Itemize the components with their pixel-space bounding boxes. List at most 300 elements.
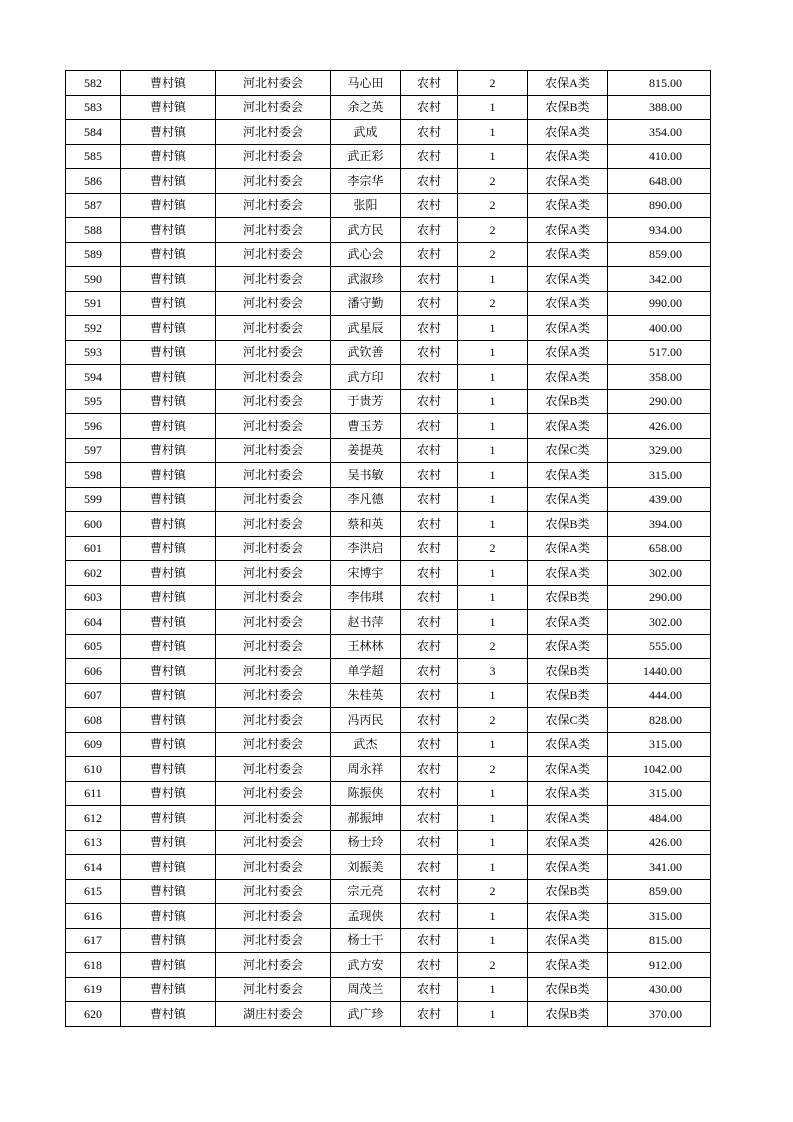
cell-residence: 农村: [401, 242, 458, 267]
cell-residence: 农村: [401, 659, 458, 684]
cell-amount: 890.00: [608, 193, 711, 218]
cell-town: 曹村镇: [121, 193, 216, 218]
cell-village: 河北村委会: [216, 218, 331, 243]
cell-category: 农保B类: [528, 659, 608, 684]
cell-category: 农保A类: [528, 953, 608, 978]
table-row: [66, 781, 711, 806]
cell-name: 武淑珍: [331, 267, 401, 292]
cell-name: 武成: [331, 120, 401, 145]
cell-town: 曹村镇: [121, 120, 216, 145]
table-row: [66, 414, 711, 439]
cell-name: 杨士干: [331, 928, 401, 953]
table-row: [66, 904, 711, 929]
cell-name: 郝振坤: [331, 806, 401, 831]
cell-amount: 912.00: [608, 953, 711, 978]
cell-amount: 341.00: [608, 855, 711, 880]
cell-seq: 605: [66, 634, 121, 659]
cell-residence: 农村: [401, 487, 458, 512]
cell-residence: 农村: [401, 977, 458, 1002]
cell-town: 曹村镇: [121, 218, 216, 243]
table-row: [66, 365, 711, 390]
cell-count: 1: [458, 95, 528, 120]
cell-amount: 990.00: [608, 291, 711, 316]
cell-amount: 555.00: [608, 634, 711, 659]
table-row: [66, 585, 711, 610]
cell-residence: 农村: [401, 757, 458, 782]
cell-seq: 609: [66, 732, 121, 757]
cell-name: 赵书萍: [331, 610, 401, 635]
cell-amount: 430.00: [608, 977, 711, 1002]
cell-count: 1: [458, 732, 528, 757]
table-row: [66, 855, 711, 880]
cell-seq: 595: [66, 389, 121, 414]
cell-residence: 农村: [401, 855, 458, 880]
cell-village: 河北村委会: [216, 806, 331, 831]
cell-name: 武杰: [331, 732, 401, 757]
cell-amount: 329.00: [608, 438, 711, 463]
cell-count: 1: [458, 414, 528, 439]
cell-amount: 315.00: [608, 463, 711, 488]
cell-residence: 农村: [401, 316, 458, 341]
cell-town: 曹村镇: [121, 830, 216, 855]
cell-residence: 农村: [401, 95, 458, 120]
cell-amount: 290.00: [608, 389, 711, 414]
cell-seq: 598: [66, 463, 121, 488]
cell-residence: 农村: [401, 365, 458, 390]
cell-category: 农保A类: [528, 71, 608, 96]
cell-village: 河北村委会: [216, 340, 331, 365]
cell-village: 河北村委会: [216, 561, 331, 586]
cell-category: 农保A类: [528, 855, 608, 880]
cell-town: 曹村镇: [121, 708, 216, 733]
cell-seq: 590: [66, 267, 121, 292]
cell-name: 周永祥: [331, 757, 401, 782]
cell-village: 河北村委会: [216, 487, 331, 512]
cell-town: 曹村镇: [121, 610, 216, 635]
cell-category: 农保A类: [528, 316, 608, 341]
cell-seq: 620: [66, 1002, 121, 1027]
cell-village: 河北村委会: [216, 610, 331, 635]
cell-name: 孟现侠: [331, 904, 401, 929]
cell-seq: 619: [66, 977, 121, 1002]
cell-seq: 596: [66, 414, 121, 439]
cell-town: 曹村镇: [121, 683, 216, 708]
cell-count: 1: [458, 1002, 528, 1027]
cell-village: 河北村委会: [216, 757, 331, 782]
cell-count: 1: [458, 561, 528, 586]
cell-amount: 815.00: [608, 71, 711, 96]
cell-category: 农保A类: [528, 561, 608, 586]
cell-seq: 604: [66, 610, 121, 635]
cell-village: 河北村委会: [216, 634, 331, 659]
cell-town: 曹村镇: [121, 879, 216, 904]
table-row: [66, 389, 711, 414]
cell-town: 曹村镇: [121, 781, 216, 806]
cell-category: 农保B类: [528, 977, 608, 1002]
table-row: [66, 977, 711, 1002]
cell-seq: 588: [66, 218, 121, 243]
cell-name: 李洪启: [331, 536, 401, 561]
cell-seq: 582: [66, 71, 121, 96]
table-row: [66, 879, 711, 904]
cell-category: 农保B类: [528, 683, 608, 708]
cell-count: 2: [458, 757, 528, 782]
table-row: [66, 144, 711, 169]
cell-count: 1: [458, 977, 528, 1002]
table-row: [66, 708, 711, 733]
cell-amount: 354.00: [608, 120, 711, 145]
cell-town: 曹村镇: [121, 659, 216, 684]
cell-seq: 610: [66, 757, 121, 782]
cell-village: 河北村委会: [216, 977, 331, 1002]
table-row: [66, 928, 711, 953]
cell-amount: 315.00: [608, 904, 711, 929]
cell-residence: 农村: [401, 120, 458, 145]
cell-count: 1: [458, 512, 528, 537]
cell-amount: 648.00: [608, 169, 711, 194]
cell-amount: 315.00: [608, 781, 711, 806]
cell-village: 河北村委会: [216, 904, 331, 929]
cell-count: 2: [458, 193, 528, 218]
cell-town: 曹村镇: [121, 365, 216, 390]
cell-category: 农保C类: [528, 708, 608, 733]
cell-count: 1: [458, 463, 528, 488]
cell-village: 河北村委会: [216, 316, 331, 341]
cell-seq: 583: [66, 95, 121, 120]
cell-town: 曹村镇: [121, 512, 216, 537]
cell-name: 王林林: [331, 634, 401, 659]
cell-amount: 439.00: [608, 487, 711, 512]
cell-town: 曹村镇: [121, 855, 216, 880]
cell-town: 曹村镇: [121, 463, 216, 488]
cell-residence: 农村: [401, 193, 458, 218]
cell-residence: 农村: [401, 438, 458, 463]
cell-town: 曹村镇: [121, 904, 216, 929]
cell-seq: 615: [66, 879, 121, 904]
cell-amount: 934.00: [608, 218, 711, 243]
cell-category: 农保A类: [528, 757, 608, 782]
cell-category: 农保A类: [528, 414, 608, 439]
cell-name: 蔡和英: [331, 512, 401, 537]
cell-name: 吴书敏: [331, 463, 401, 488]
cell-town: 曹村镇: [121, 291, 216, 316]
cell-seq: 599: [66, 487, 121, 512]
table-row: [66, 634, 711, 659]
cell-name: 李凡德: [331, 487, 401, 512]
cell-seq: 601: [66, 536, 121, 561]
cell-category: 农保A类: [528, 463, 608, 488]
cell-name: 武方安: [331, 953, 401, 978]
cell-count: 1: [458, 830, 528, 855]
cell-village: 河北村委会: [216, 193, 331, 218]
cell-amount: 302.00: [608, 561, 711, 586]
table-row: [66, 659, 711, 684]
cell-name: 单学超: [331, 659, 401, 684]
cell-amount: 859.00: [608, 879, 711, 904]
cell-name: 曹玉芳: [331, 414, 401, 439]
cell-residence: 农村: [401, 683, 458, 708]
cell-village: 河北村委会: [216, 585, 331, 610]
cell-residence: 农村: [401, 291, 458, 316]
cell-village: 河北村委会: [216, 389, 331, 414]
cell-name: 武方民: [331, 218, 401, 243]
cell-town: 曹村镇: [121, 414, 216, 439]
cell-count: 1: [458, 389, 528, 414]
cell-seq: 611: [66, 781, 121, 806]
cell-amount: 444.00: [608, 683, 711, 708]
cell-count: 1: [458, 316, 528, 341]
cell-town: 曹村镇: [121, 71, 216, 96]
cell-category: 农保A类: [528, 267, 608, 292]
cell-residence: 农村: [401, 463, 458, 488]
cell-count: 1: [458, 438, 528, 463]
table-row: [66, 757, 711, 782]
cell-village: 河北村委会: [216, 169, 331, 194]
cell-name: 武心会: [331, 242, 401, 267]
cell-category: 农保A类: [528, 634, 608, 659]
cell-village: 河北村委会: [216, 71, 331, 96]
cell-residence: 农村: [401, 267, 458, 292]
cell-amount: 315.00: [608, 732, 711, 757]
cell-name: 武星辰: [331, 316, 401, 341]
cell-count: 3: [458, 659, 528, 684]
cell-seq: 606: [66, 659, 121, 684]
table-row: [66, 830, 711, 855]
cell-village: 河北村委会: [216, 144, 331, 169]
cell-amount: 426.00: [608, 414, 711, 439]
cell-seq: 592: [66, 316, 121, 341]
table-row: [66, 953, 711, 978]
cell-name: 李宗华: [331, 169, 401, 194]
cell-count: 1: [458, 806, 528, 831]
cell-amount: 859.00: [608, 242, 711, 267]
cell-category: 农保B类: [528, 512, 608, 537]
cell-residence: 农村: [401, 585, 458, 610]
cell-name: 武广珍: [331, 1002, 401, 1027]
cell-category: 农保B类: [528, 95, 608, 120]
cell-category: 农保A类: [528, 340, 608, 365]
cell-seq: 584: [66, 120, 121, 145]
cell-category: 农保B类: [528, 1002, 608, 1027]
cell-village: 河北村委会: [216, 463, 331, 488]
table-row: [66, 487, 711, 512]
cell-amount: 302.00: [608, 610, 711, 635]
cell-category: 农保A类: [528, 928, 608, 953]
cell-residence: 农村: [401, 169, 458, 194]
cell-village: 河北村委会: [216, 781, 331, 806]
cell-residence: 农村: [401, 806, 458, 831]
cell-town: 曹村镇: [121, 757, 216, 782]
cell-seq: 589: [66, 242, 121, 267]
cell-name: 武钦善: [331, 340, 401, 365]
cell-category: 农保A类: [528, 536, 608, 561]
table-row: [66, 193, 711, 218]
cell-count: 2: [458, 291, 528, 316]
table-row: [66, 95, 711, 120]
cell-count: 1: [458, 144, 528, 169]
cell-town: 曹村镇: [121, 1002, 216, 1027]
cell-village: 河北村委会: [216, 242, 331, 267]
cell-count: 1: [458, 120, 528, 145]
cell-amount: 342.00: [608, 267, 711, 292]
cell-residence: 农村: [401, 928, 458, 953]
cell-amount: 517.00: [608, 340, 711, 365]
cell-category: 农保A类: [528, 806, 608, 831]
cell-category: 农保A类: [528, 193, 608, 218]
cell-village: 河北村委会: [216, 512, 331, 537]
cell-count: 1: [458, 487, 528, 512]
table-row: [66, 218, 711, 243]
cell-category: 农保A类: [528, 144, 608, 169]
cell-seq: 614: [66, 855, 121, 880]
cell-name: 刘振美: [331, 855, 401, 880]
cell-name: 张阳: [331, 193, 401, 218]
cell-amount: 370.00: [608, 1002, 711, 1027]
cell-category: 农保A类: [528, 169, 608, 194]
cell-name: 宗元亮: [331, 879, 401, 904]
cell-village: 河北村委会: [216, 830, 331, 855]
cell-town: 曹村镇: [121, 144, 216, 169]
cell-count: 1: [458, 928, 528, 953]
cell-seq: 607: [66, 683, 121, 708]
cell-residence: 农村: [401, 781, 458, 806]
cell-village: 河北村委会: [216, 267, 331, 292]
cell-seq: 593: [66, 340, 121, 365]
cell-amount: 358.00: [608, 365, 711, 390]
cell-name: 武方印: [331, 365, 401, 390]
cell-count: 2: [458, 953, 528, 978]
cell-count: 2: [458, 169, 528, 194]
cell-seq: 608: [66, 708, 121, 733]
cell-town: 曹村镇: [121, 438, 216, 463]
cell-category: 农保A类: [528, 830, 608, 855]
cell-residence: 农村: [401, 904, 458, 929]
cell-town: 曹村镇: [121, 487, 216, 512]
cell-name: 余之英: [331, 95, 401, 120]
table-row: [66, 438, 711, 463]
cell-category: 农保A类: [528, 242, 608, 267]
cell-count: 1: [458, 781, 528, 806]
cell-amount: 658.00: [608, 536, 711, 561]
cell-town: 曹村镇: [121, 561, 216, 586]
cell-category: 农保A类: [528, 904, 608, 929]
cell-category: 农保A类: [528, 218, 608, 243]
cell-village: 河北村委会: [216, 95, 331, 120]
cell-name: 冯丙民: [331, 708, 401, 733]
cell-amount: 410.00: [608, 144, 711, 169]
cell-count: 1: [458, 365, 528, 390]
cell-count: 2: [458, 634, 528, 659]
cell-village: 河北村委会: [216, 928, 331, 953]
cell-residence: 农村: [401, 953, 458, 978]
cell-count: 2: [458, 536, 528, 561]
cell-count: 2: [458, 708, 528, 733]
cell-town: 曹村镇: [121, 585, 216, 610]
table-row: [66, 683, 711, 708]
cell-residence: 农村: [401, 732, 458, 757]
cell-village: 河北村委会: [216, 683, 331, 708]
cell-seq: 600: [66, 512, 121, 537]
cell-amount: 290.00: [608, 585, 711, 610]
cell-name: 马心田: [331, 71, 401, 96]
cell-amount: 815.00: [608, 928, 711, 953]
table-row: [66, 610, 711, 635]
cell-residence: 农村: [401, 144, 458, 169]
cell-residence: 农村: [401, 218, 458, 243]
cell-village: 湖庄村委会: [216, 1002, 331, 1027]
benefit-table-body: [66, 71, 711, 1027]
cell-town: 曹村镇: [121, 95, 216, 120]
cell-seq: 617: [66, 928, 121, 953]
cell-village: 河北村委会: [216, 855, 331, 880]
cell-count: 1: [458, 267, 528, 292]
cell-name: 李伟琪: [331, 585, 401, 610]
cell-village: 河北村委会: [216, 536, 331, 561]
cell-town: 曹村镇: [121, 267, 216, 292]
cell-residence: 农村: [401, 512, 458, 537]
cell-residence: 农村: [401, 561, 458, 586]
table-row: [66, 71, 711, 96]
cell-amount: 394.00: [608, 512, 711, 537]
cell-name: 姜提英: [331, 438, 401, 463]
cell-town: 曹村镇: [121, 928, 216, 953]
cell-seq: 612: [66, 806, 121, 831]
cell-category: 农保A类: [528, 732, 608, 757]
cell-count: 1: [458, 855, 528, 880]
cell-village: 河北村委会: [216, 414, 331, 439]
cell-seq: 594: [66, 365, 121, 390]
table-row: [66, 169, 711, 194]
cell-name: 杨士玲: [331, 830, 401, 855]
table-row: [66, 291, 711, 316]
table-row: [66, 1002, 711, 1027]
cell-seq: 585: [66, 144, 121, 169]
cell-category: 农保A类: [528, 365, 608, 390]
table-row: [66, 561, 711, 586]
cell-seq: 591: [66, 291, 121, 316]
cell-residence: 农村: [401, 879, 458, 904]
cell-name: 武正彩: [331, 144, 401, 169]
cell-name: 宋博宇: [331, 561, 401, 586]
benefit-table: [65, 70, 711, 1027]
cell-amount: 484.00: [608, 806, 711, 831]
table-row: [66, 806, 711, 831]
cell-town: 曹村镇: [121, 732, 216, 757]
cell-seq: 586: [66, 169, 121, 194]
cell-town: 曹村镇: [121, 242, 216, 267]
cell-seq: 587: [66, 193, 121, 218]
cell-town: 曹村镇: [121, 316, 216, 341]
cell-category: 农保A类: [528, 120, 608, 145]
cell-village: 河北村委会: [216, 120, 331, 145]
cell-count: 1: [458, 683, 528, 708]
cell-seq: 602: [66, 561, 121, 586]
cell-town: 曹村镇: [121, 169, 216, 194]
cell-town: 曹村镇: [121, 977, 216, 1002]
cell-category: 农保A类: [528, 291, 608, 316]
cell-residence: 农村: [401, 708, 458, 733]
cell-category: 农保A类: [528, 610, 608, 635]
table-row: [66, 732, 711, 757]
cell-village: 河北村委会: [216, 291, 331, 316]
table-row: [66, 463, 711, 488]
cell-seq: 616: [66, 904, 121, 929]
cell-count: 2: [458, 218, 528, 243]
cell-village: 河北村委会: [216, 365, 331, 390]
cell-count: 2: [458, 879, 528, 904]
table-row: [66, 267, 711, 292]
table-row: [66, 242, 711, 267]
